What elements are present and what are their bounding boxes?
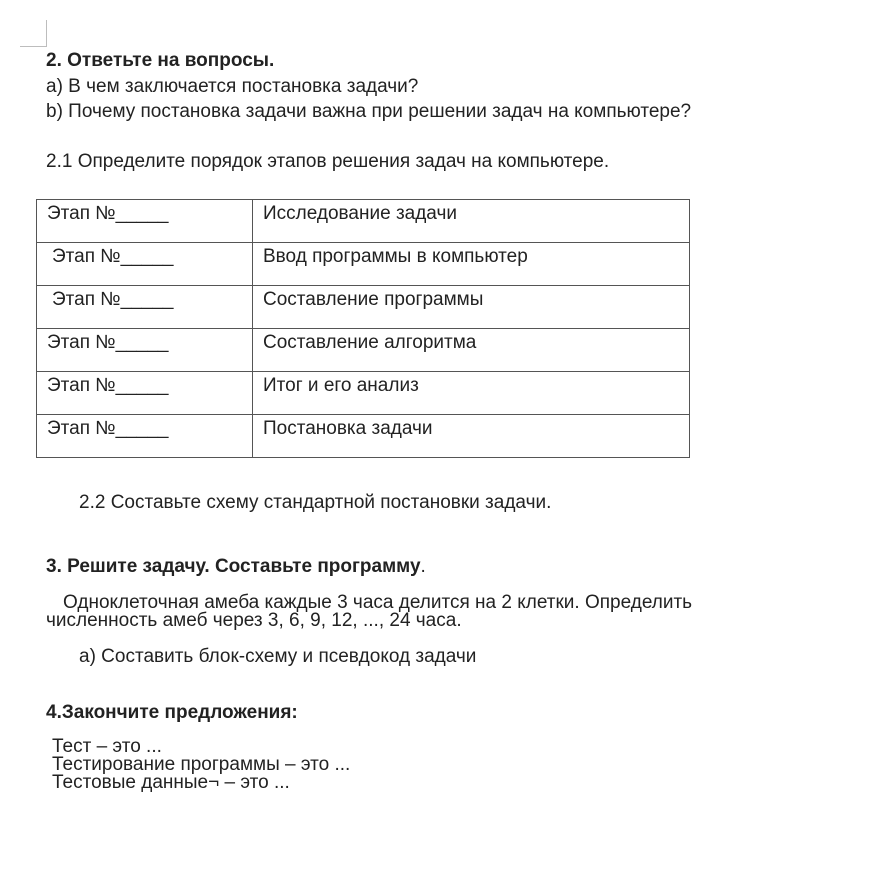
- table-row: [37, 286, 690, 329]
- table-row: [37, 329, 690, 372]
- problem-text-line-2: численность амеб через 3, 6, 9, 12, ..., 24 часа.: [46, 610, 462, 631]
- sentence-test-data: Тестовые данные¬ – это ...: [52, 772, 290, 793]
- table-row: [37, 372, 690, 415]
- stage-description-cell: Исследование задачи: [253, 200, 690, 243]
- problem-text-line-1: Одноклеточная амеба каждые 3 часа делится на 2 клетки. Определить: [63, 592, 693, 613]
- stages-table: [36, 199, 690, 458]
- stage-description-cell: Ввод программы в компьютер: [253, 243, 690, 286]
- stage-number-cell: Этап №_____: [37, 415, 253, 458]
- stage-number-cell: Этап №_____: [37, 329, 253, 372]
- stage-number-cell: Этап №_____: [37, 243, 253, 286]
- section-4-heading: 4.Закончите предложения:: [46, 702, 298, 723]
- section-2-heading: 2. Ответьте на вопросы.: [46, 50, 275, 71]
- task-item-a: а) Составить блок-схему и псевдокод задачи: [79, 646, 477, 667]
- section-3-heading: [46, 556, 426, 578]
- question-a: а) В чем заключается постановка задачи?: [46, 76, 419, 97]
- stage-description-cell: Итог и его анализ: [253, 372, 690, 415]
- sentence-program-testing: Тестирование программы – это ...: [52, 754, 351, 775]
- subsection-2-1: 2.1 Определите порядок этапов решения задач на компьютере.: [46, 151, 610, 172]
- table-row: [37, 415, 690, 458]
- stage-number-cell: Этап №_____: [37, 372, 253, 415]
- subsection-2-2: 2.2 Составьте схему стандартной постановки задачи.: [79, 492, 552, 513]
- stage-description-cell: Составление алгоритма: [253, 329, 690, 372]
- stage-description-cell: Составление программы: [253, 286, 690, 329]
- stage-number-cell: Этап №_____: [37, 286, 253, 329]
- sentence-test: Тест – это ...: [52, 736, 162, 757]
- table-row: [37, 200, 690, 243]
- table-row: [37, 243, 690, 286]
- section-3-heading-text: 3. Решите задачу. Составьте программу: [46, 556, 421, 577]
- stage-description-cell: Постановка задачи: [253, 415, 690, 458]
- stage-number-cell: Этап №_____: [37, 200, 253, 243]
- section-3-heading-period: .: [420, 556, 426, 577]
- page-corner-mark: [20, 20, 47, 47]
- question-b: b) Почему постановка задачи важна при решении задач на компьютере?: [46, 101, 692, 122]
